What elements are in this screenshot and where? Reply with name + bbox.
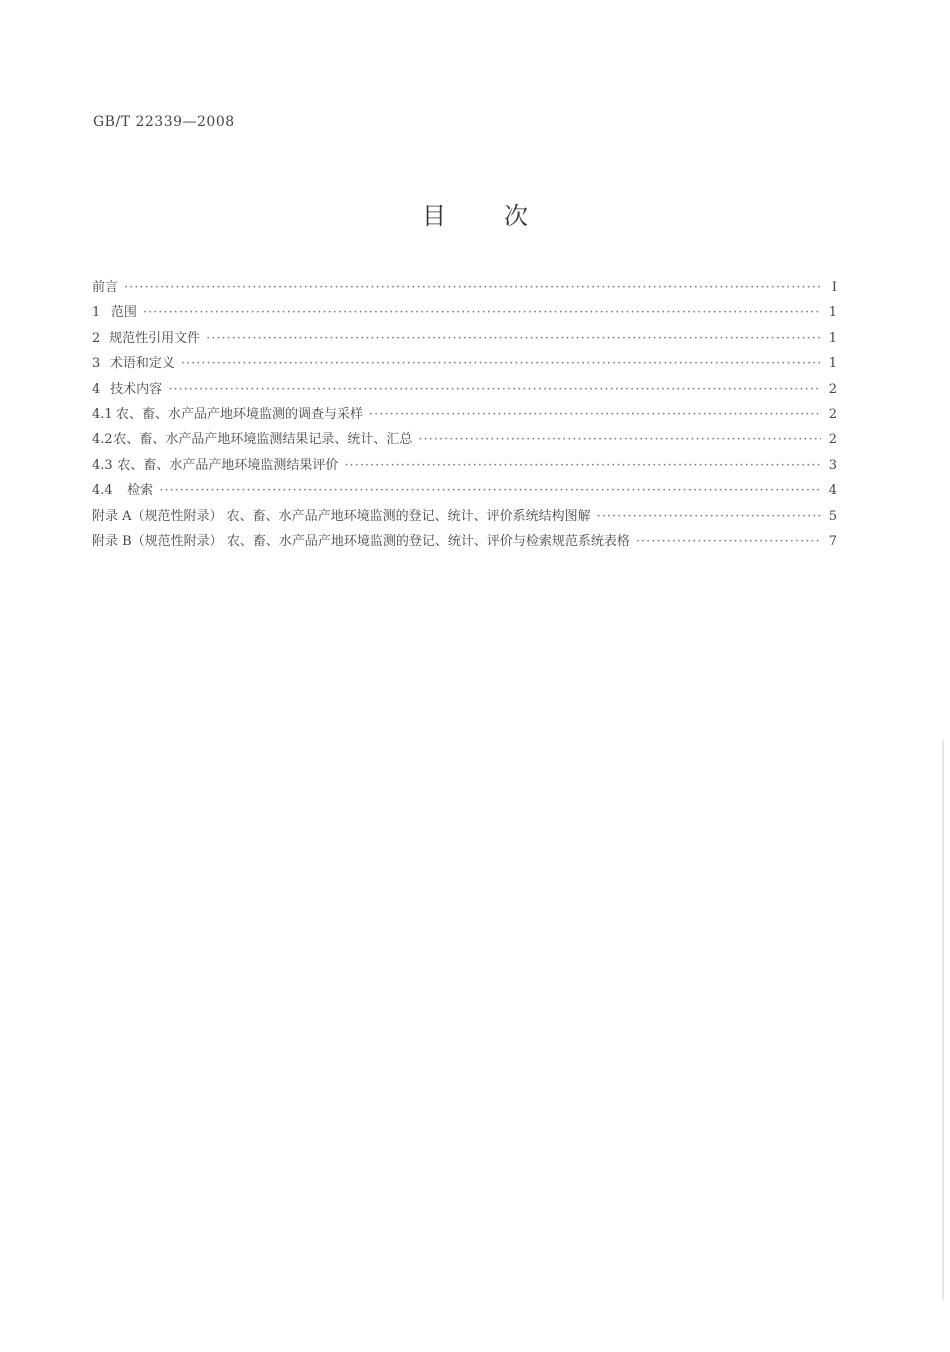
toc-leader-dots: [597, 509, 821, 524]
toc-leader-dots: [181, 356, 821, 371]
table-of-contents: [92, 276, 837, 555]
toc-entry-text: 规范性引用文件: [109, 330, 201, 346]
toc-entry-text: 附录 A（规范性附录） 农、畜、水产品产地环境监测的登记、统计、评价系统结构图解: [92, 508, 591, 524]
toc-entry-appendix-a[interactable]: [92, 505, 837, 530]
toc-entry-page: 2: [828, 381, 837, 397]
toc-entry-foreword[interactable]: [92, 276, 837, 301]
toc-title: 目次: [422, 202, 586, 230]
toc-leader-dots: [206, 331, 821, 346]
toc-entry-number: 3: [92, 356, 101, 372]
toc-entry-page: Ⅰ: [831, 280, 837, 295]
toc-entry-text: 技术内容: [110, 381, 163, 397]
toc-entry-page: 1: [828, 305, 837, 321]
toc-entry-text: 农、畜、水产品产地环境监测结果评价: [117, 457, 339, 473]
toc-leader-dots: [636, 534, 821, 549]
toc-entry-number: 4.3: [92, 457, 113, 473]
toc-entry-normative-references[interactable]: [92, 327, 837, 352]
toc-entry-text: 前言: [92, 280, 119, 295]
toc-entry-scope[interactable]: [92, 301, 837, 326]
toc-entry-page: 7: [828, 533, 837, 549]
toc-entry-4-4[interactable]: [92, 479, 837, 504]
toc-leader-dots: [418, 432, 821, 447]
toc-entry-4-1[interactable]: [92, 403, 837, 428]
toc-entry-terms-definitions[interactable]: [92, 352, 837, 377]
toc-entry-page: 1: [828, 330, 837, 346]
toc-entry-4-2[interactable]: [92, 428, 837, 453]
toc-entry-number: 1: [92, 305, 101, 321]
toc-entry-page: 2: [828, 406, 837, 422]
toc-leader-dots: [369, 407, 821, 422]
toc-leader-dots: [344, 458, 821, 473]
toc-entry-number: 4: [92, 381, 101, 397]
toc-entry-appendix-b[interactable]: [92, 530, 837, 555]
toc-entry-page: 4: [828, 483, 837, 499]
toc-entry-number: 4.1: [92, 406, 113, 422]
toc-entry-4-3[interactable]: [92, 454, 837, 479]
toc-entry-number: 4.2: [92, 432, 113, 448]
toc-entry-number: 4.4: [92, 483, 113, 499]
toc-entry-text: 术语和定义: [109, 356, 175, 372]
toc-entry-text: 农、畜、水产品产地环境监测结果记录、统计、汇总: [113, 432, 413, 448]
toc-entry-text: 检索: [127, 483, 154, 499]
toc-entry-page: 3: [828, 457, 837, 473]
toc-entry-technical-content[interactable]: [92, 378, 837, 403]
toc-leader-dots: [168, 382, 821, 397]
toc-leader-dots: [143, 305, 821, 320]
toc-entry-page: 5: [828, 508, 837, 524]
toc-leader-dots: [124, 280, 821, 295]
standard-code: GB/T 22339—2008: [93, 114, 235, 130]
toc-entry-page: 1: [828, 356, 837, 372]
toc-entry-number: 2: [92, 330, 101, 346]
toc-entry-text: 农、畜、水产品产地环境监测的调查与采样: [116, 406, 364, 422]
toc-leader-dots: [159, 483, 821, 498]
toc-entry-text: 附录 B（规范性附录） 农、畜、水产品产地环境监测的登记、统计、评价与检索规范系统表格: [92, 533, 630, 549]
toc-entry-text: 范围: [110, 305, 137, 321]
scan-edge-mark: [942, 740, 944, 1300]
toc-entry-page: 2: [828, 432, 837, 448]
